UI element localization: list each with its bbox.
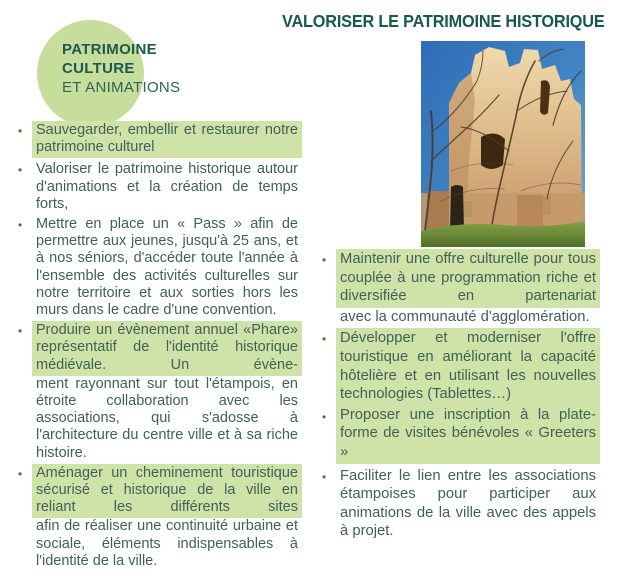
highlighted-text: Maintenir une offre culturelle pour tous couplée à une programmation riche et diversifiée en partenariat <box>336 249 600 308</box>
section-badge <box>62 40 180 97</box>
list-item <box>18 161 297 213</box>
badge-line-3: ET ANIMATIONS <box>62 79 181 96</box>
left-bullet-list <box>18 122 297 570</box>
bullet-icon: • <box>322 469 327 484</box>
body-text: Faciliter le lien entre les associations étampoises pour participer aux animations de la ville avec des appels à projet. <box>340 467 596 540</box>
page-title: VALORISER LE PATRIMOINE HISTORIQUE <box>282 11 605 31</box>
list-item <box>18 465 297 570</box>
list-item <box>322 329 595 406</box>
left-column <box>18 122 297 570</box>
bullet-icon: • <box>18 218 23 233</box>
list-item <box>322 407 595 464</box>
bullet-icon: • <box>18 466 23 481</box>
body-text: ment rayonnant sur tout l'étampois, en étroite collaboration avec les associations, qui s'adosse à l'architecture du centre ville et à sa riche histoire. <box>36 375 298 461</box>
badge-line-2: CULTURE <box>62 60 135 77</box>
body-text: avec la communauté d'agglomération. <box>340 308 590 325</box>
castle-ruin-illustration <box>421 41 585 247</box>
bullet-icon: • <box>322 409 327 424</box>
list-item <box>18 216 297 319</box>
list-item <box>18 122 297 158</box>
highlighted-text: Aménager un cheminement touristique sécurisé et historique de la ville en reliant les différents sites <box>32 464 302 519</box>
right-bullet-list <box>322 250 595 541</box>
highlighted-text: Développer et moderniser l'offre touristique en améliorant la capacité hôtelière et en utilisant les nouvelles technologies (Tablettes…) <box>336 328 600 406</box>
list-item <box>322 467 595 541</box>
highlighted-text: Produire un évènement annuel «Phare» représentatif de l'identité historique médiévale. Un évène- <box>32 321 302 376</box>
list-item <box>18 322 297 462</box>
body-text: Valoriser le patrimoine historique autour d'animations et la création de temps forts, <box>36 161 298 212</box>
body-text: afin de réaliser une continuité urbaine et sociale, éléments indispensables à l'identité de la ville. <box>36 518 298 569</box>
castle-ruin-photo <box>421 41 585 247</box>
badge-line-1: PATRIMOINE <box>62 41 157 58</box>
list-item <box>322 250 595 326</box>
highlighted-text: Proposer une inscription à la plate-forme de visites bénévoles « Greeters » <box>336 406 600 464</box>
bullet-icon: • <box>322 332 327 347</box>
highlighted-text: Sauvegarder, embellir et restaurer notre patrimoine culturel <box>32 121 302 158</box>
bullet-icon: • <box>18 163 23 178</box>
right-column <box>322 250 595 541</box>
bullet-icon: • <box>322 253 327 267</box>
bullet-icon: • <box>18 324 23 339</box>
body-text: Mettre en place un « Pass » afin de permettre aux jeunes, jusqu'à 25 ans, et à nos séniors, d'accéder toute l'année à l'ensemble des activités culturelles sur notre territoire et aux sorties hors les murs dans le cadre d'une convention. <box>36 216 298 319</box>
bullet-icon: • <box>18 124 23 138</box>
